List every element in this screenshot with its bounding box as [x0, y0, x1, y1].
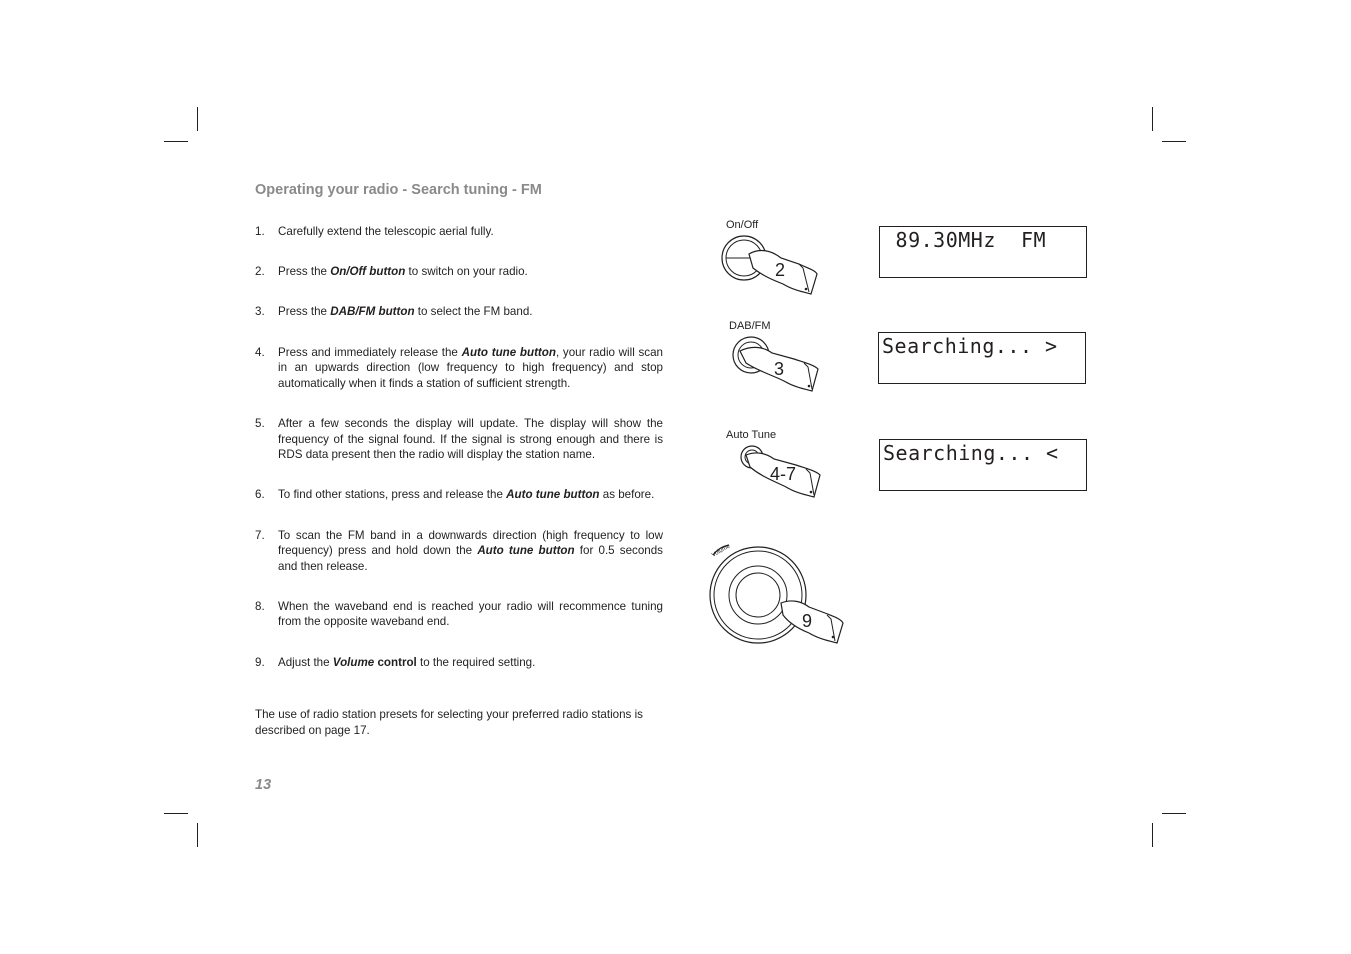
list-item: 6. To find other stations, press and release the Auto tune button as before. — [255, 488, 655, 502]
list-item: 9. Adjust the Volume control to the required setting. — [255, 655, 536, 669]
page-title: Operating your radio - Search tuning - FM — [255, 182, 542, 198]
autotune-button-icon — [740, 443, 830, 501]
autotune-label: Auto Tune — [726, 429, 777, 441]
crop-mark — [1162, 813, 1186, 814]
crop-mark — [164, 813, 188, 814]
step-number: 4-7 — [770, 464, 797, 484]
lcd-display-frequency: 89.30MHz FM — [879, 226, 1087, 278]
crop-mark — [1152, 107, 1153, 131]
instruction-list — [255, 224, 663, 695]
crop-mark — [197, 823, 198, 847]
crop-mark — [1162, 141, 1186, 142]
step-number: 9 — [802, 611, 813, 631]
onoff-button-icon — [715, 232, 825, 298]
list-item: 5. After a few seconds the display will update. The display will show the frequency of the signal found. If the signal is strong enough and there is RDS data present then the radio will display the station name. — [255, 416, 663, 462]
list-item: 3. Press the DAB/FM button to select the FM band. — [255, 305, 533, 319]
page-number: 13 — [255, 777, 272, 793]
lcd-display-search-down: Searching... < — [879, 439, 1087, 491]
closing-note: The use of radio station presets for selecting your preferred radio stations is described on page 17. — [255, 708, 643, 737]
volume-knob-icon — [705, 535, 850, 647]
step-number: 2 — [775, 260, 786, 280]
dabfm-button-icon — [728, 333, 828, 397]
onoff-label: On/Off — [726, 219, 759, 231]
volume-label: Volume — [711, 543, 732, 559]
crop-mark — [197, 107, 198, 131]
list-item: 4. Press and immediately release the Auto tune button, your radio will scan in an upwards direction (low frequency to high frequency) and stop automatically when it finds a station of sufficient strength. — [255, 345, 663, 390]
list-item: 2. Press the On/Off button to switch on your radio. — [255, 265, 528, 279]
crop-mark — [164, 141, 188, 142]
list-item: 8. When the waveband end is reached your radio will recommence tuning from the opposite waveband end. — [255, 599, 663, 629]
crop-mark — [1152, 823, 1153, 847]
dabfm-label: DAB/FM — [729, 320, 771, 332]
step-number: 3 — [774, 359, 785, 379]
lcd-display-search-up: Searching... > — [878, 332, 1086, 384]
list-item: 1. Carefully extend the telescopic aerial fully. — [255, 225, 494, 238]
list-item: 7. To scan the FM band in a downwards direction (high frequency to low frequency) press and hold down the Auto tune button for 0.5 seconds and then release. — [255, 528, 663, 573]
